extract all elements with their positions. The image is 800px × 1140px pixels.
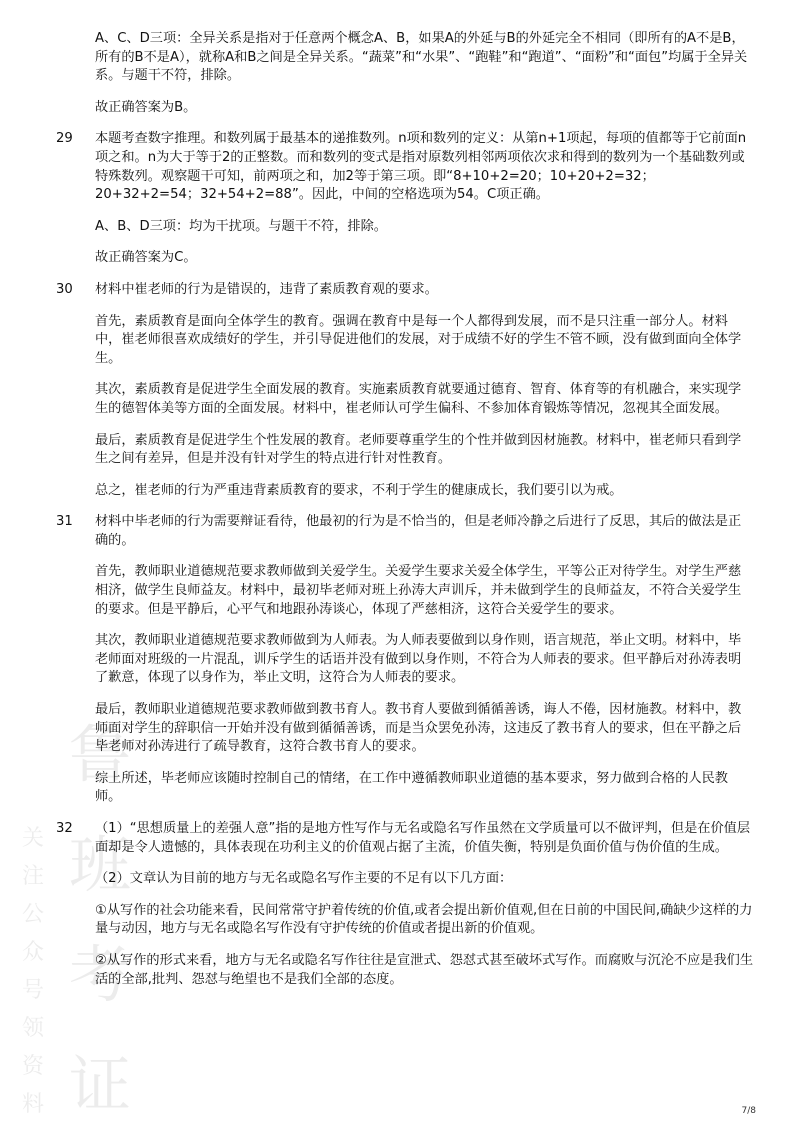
watermark-char: 众 <box>22 940 45 965</box>
paragraph: 材料中崔老师的行为是错误的，违背了素质教育观的要求。 <box>95 281 438 297</box>
question-number: 31 <box>56 514 73 530</box>
watermark-char: 公 <box>22 902 45 927</box>
watermark-char: 证 <box>68 1048 131 1121</box>
watermark-char: 关 <box>22 826 45 851</box>
paragraph: 总之，崔老师的行为严重违背素质教育的要求，不利于学生的健康成长，我们要引以为戒。 <box>95 482 623 498</box>
watermark-char: 注 <box>22 864 45 889</box>
answer-item-31 <box>0 513 800 807</box>
question-number: 32 <box>56 821 73 836</box>
watermark-char: 号 <box>22 978 45 1003</box>
paragraph: 故正确答案为B。 <box>95 99 197 115</box>
paragraph: 最后，教师职业道德规范要求教师做到教书育人。教书育人要做到循循善诱，诲人不倦，因材施教。材料中，教师面对学生的辞职信一开始并没有做到循循善诱，而是当众罢免孙涛，这违反了教书育人的要求，但在平静之后毕老师对孙涛进行了疏导教育，这符合教书育人的要求。 <box>95 702 742 755</box>
answer-item-28-continued <box>0 30 800 117</box>
paragraph: A、B、D三项：均为干扰项。与题干不符，排除。 <box>95 218 387 234</box>
page-number: 7/8 <box>741 1106 756 1116</box>
paragraph: 其次，教师职业道德规范要求教师做到为人师表。为人师表要做到以身作则，语言规范，举止文明。材料中，毕老师面对班级的一片混乱，训斥学生的话语并没有做到以身作则，不符合为人师表的要求。但平静后对孙涛表明了歉意，体现了以身作为，举止文明，这符合为人师表的要求。 <box>95 633 742 686</box>
paragraph: 故正确答案为C。 <box>95 250 197 266</box>
paragraph: ②从写作的形式来看，地方与无名或隐名写作往往是宣泄式、怨怼式甚至破坏式写作。而腐败与沉沦不应是我们生活的全部,批判、怨怼与绝望也不是我们全部的态度。 <box>95 952 754 987</box>
watermark-char: 考 <box>68 938 131 1011</box>
answer-item-32 <box>0 820 800 989</box>
paragraph: 最后，素质教育是促进学生个性发展的教育。老师要尊重学生的个性并做到因材施教。材料中，崔老师只看到学生之间有差异，但是并没有针对学生的特点进行针对性教育。 <box>95 432 742 467</box>
paragraph: （1）“思想质量上的差强人意”指的是地方性写作与无名或隐名写作虽然在文学质量可以不做评判，但是在价值层面却是令人遗憾的，具体表现在功利主义的价值观占据了主流，价值失衡，特别是负面价值与伪价值的生成。 <box>95 821 751 855</box>
watermark-char: 鲁 <box>68 718 131 791</box>
watermark-char: 料 <box>22 1092 45 1117</box>
answer-item-30 <box>0 281 800 500</box>
paragraph: 本题考查数字推理。和数列属于最基本的递推数列。n项和数列的定义：从第n+1项起，每项的值都等于它前面n项之和。n为大于等于2的正整数。而和数列的变式是指对原数列相邻两项依次求和得到的数列为一个基础数列或特殊数列。观察题干可知，前两项之和，加2等于第三项。即“8+10+2=20；10+20+2=32；20+32+2=54；32+54+2=88”。因此，中间的空格选项为54。C项正确。 <box>95 131 747 203</box>
watermark-char: 班 <box>68 828 131 901</box>
answer-item-29 <box>0 130 800 268</box>
paragraph: A、C、D三项：全异关系是指对于任意两个概念A、B，如果A的外延与B的外延完全不相同（即所有的A不是B，所有的B不是A），就称A和B之间是全异关系。“蔬菜”和“水果”、“跑鞋”和“跑道”、“面粉”和“面包”均属于全异关系。与题干不符，排除。 <box>95 31 748 84</box>
paragraph: （2）文章认为目前的地方与无名或隐名写作主要的不足有以下几方面： <box>95 871 513 887</box>
question-number: 30 <box>56 281 73 297</box>
paragraph: 首先，素质教育是面向全体学生的教育。强调在教育中是每一个人都得到发展，而不是只注重一部分人。材料中，崔老师很喜欢成绩好的学生，并引导促进他们的发展，对于成绩不好的学生不管不顾，没有做到面向全体学生。 <box>95 313 742 366</box>
paragraph: ①从写作的社会功能来看，民间常常守护着传统的价值,或者会提出新价值观,但在日前的中国民间,确缺少这样的力量与动因，地方与无名或隐名写作没有守护传统的价值或者提出新的价值观。 <box>95 902 753 937</box>
paragraph: 综上所述，毕老师应该随时控制自己的情绪，在工作中遵循教师职业道德的基本要求，努力做到合格的人民教师。 <box>95 770 728 805</box>
paragraph: 材料中毕老师的行为需要辩证看待，他最初的行为是不恰当的，但是老师冷静之后进行了反思，其后的做法是正确的。 <box>95 514 742 548</box>
watermark-char: 领 <box>22 1016 45 1041</box>
watermark-char: 资 <box>22 1054 45 1079</box>
question-number: 29 <box>56 131 73 147</box>
paragraph: 其次，素质教育是促进学生全面发展的教育。实施素质教育就要通过德育、智育、体育等的有机融合，来实现学生的德智体美等方面的全面发展。材料中，崔老师认可学生偏科、不参加体育锻炼等情况，忽视其全面发展。 <box>95 382 742 416</box>
paragraph: 首先，教师职业道德规范要求教师做到关爱学生。关爱学生要求关爱全体学生，平等公正对待学生。对学生严慈相济，做学生良师益友。材料中，最初毕老师对班上孙涛大声训斥，并未做到学生的良师益友，不符合关爱学生的要求。但是平静后，心平气和地跟孙涛谈心，体现了严慈相济，这符合关爱学生的要求。 <box>95 564 742 617</box>
